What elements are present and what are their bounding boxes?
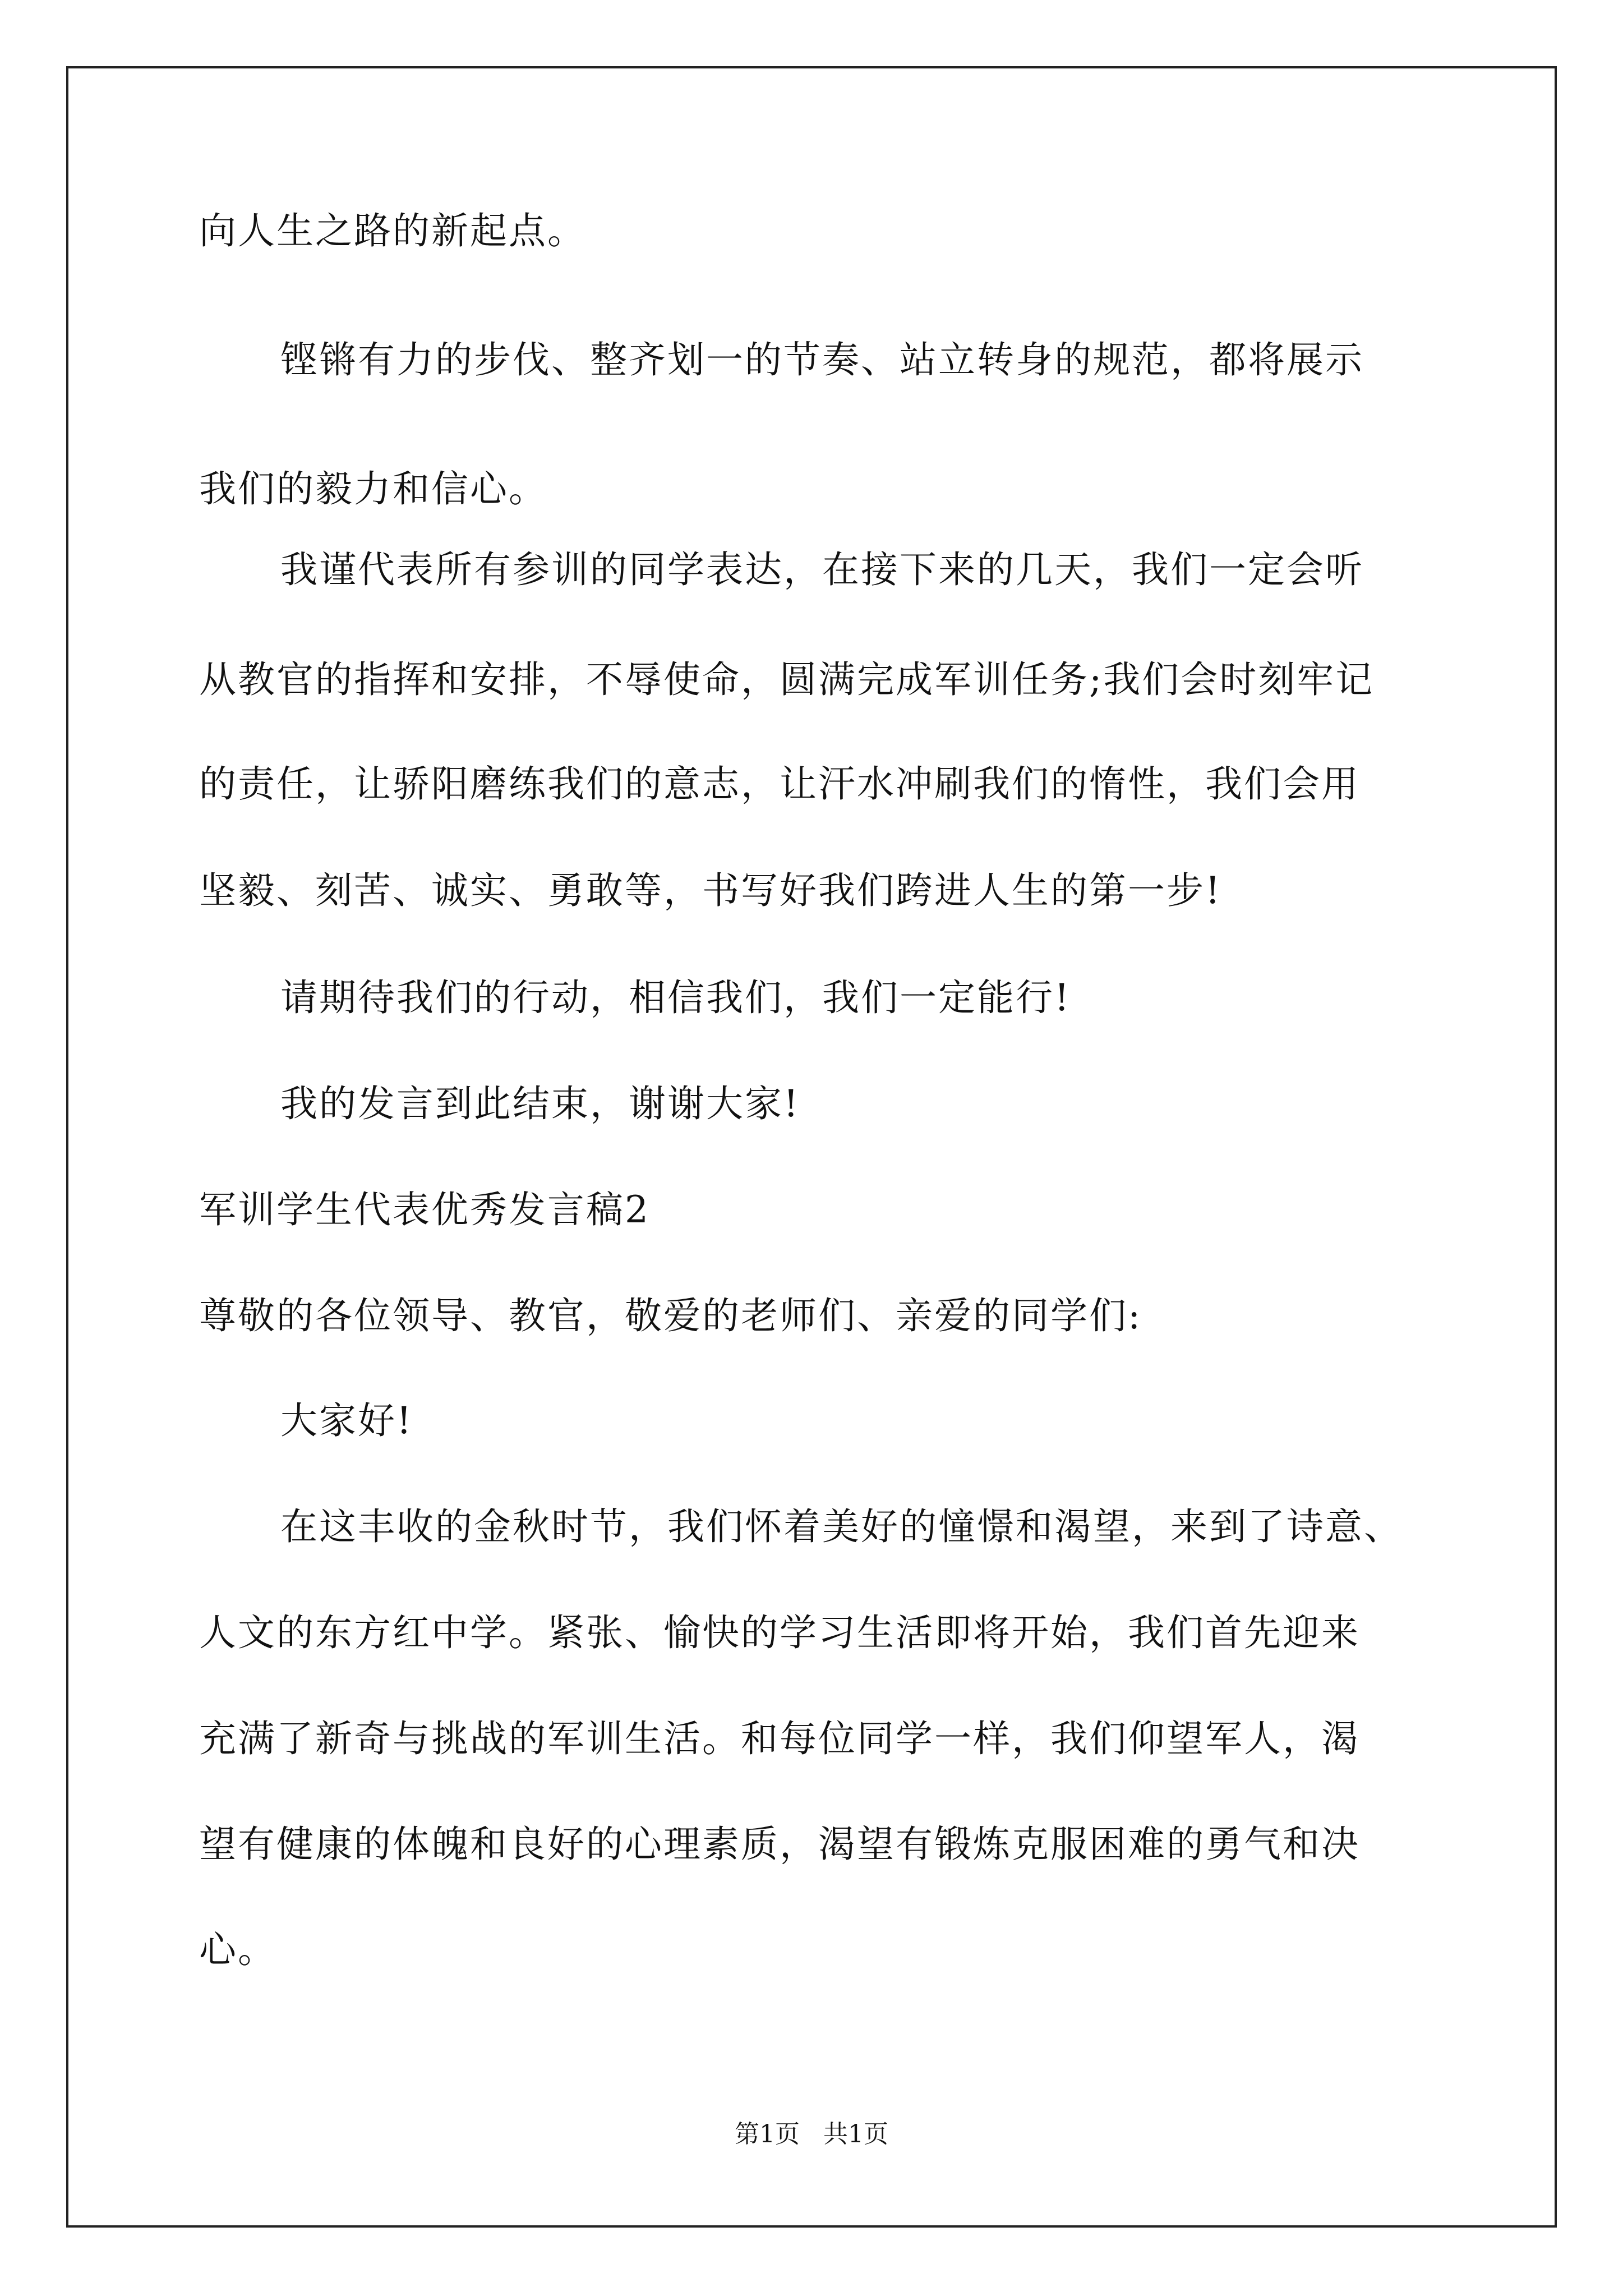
page-border [66,66,1557,2228]
body-line: 望有健康的体魄和良好的心理素质，渴望有锻炼克服困难的勇气和决 [199,1823,1360,1866]
greeting-line: 大家好! [280,1399,413,1442]
body-line: 充满了新奇与挑战的军训生活。和每位同学一样，我们仰望军人，渴 [199,1717,1360,1760]
section-title: 军训学生代表优秀发言稿2 [199,1188,650,1231]
page-number-footer: 第1页 共1页 [735,2120,888,2148]
body-line: 人文的东方红中学。紧张、愉快的学习生活即将开始，我们首先迎来 [199,1611,1360,1654]
body-line: 的责任，让骄阳磨练我们的意志，让汗水冲刷我们的惰性，我们会用 [199,762,1360,806]
body-line: 向人生之路的新起点。 [199,209,586,252]
salutation-line: 尊敬的各位领导、教官，敬爱的老师们、亲爱的同学们: [199,1294,1142,1337]
paragraph-start-line: 请期待我们的行动，相信我们，我们一定能行! [280,976,1071,1019]
paragraph-start-line: 我的发言到此结束，谢谢大家! [280,1082,800,1125]
body-line: 从教官的指挥和安排，不辱使命，圆满完成军训任务;我们会时刻牢记 [199,658,1375,701]
paragraph-start-line: 铿锵有力的步伐、整齐划一的节奏、站立转身的规范，都将展示 [280,338,1364,381]
body-line: 我们的毅力和信心。 [199,467,547,510]
paragraph-start-line: 在这丰收的金秋时节，我们怀着美好的憧憬和渴望，来到了诗意、 [280,1505,1403,1548]
body-line: 心。 [199,1928,276,1971]
body-line: 坚毅、刻苦、诚实、勇敢等，书写好我们跨进人生的第一步! [199,869,1222,912]
paragraph-start-line: 我谨代表所有参训的同学表达，在接下来的几天，我们一定会听 [280,548,1364,591]
